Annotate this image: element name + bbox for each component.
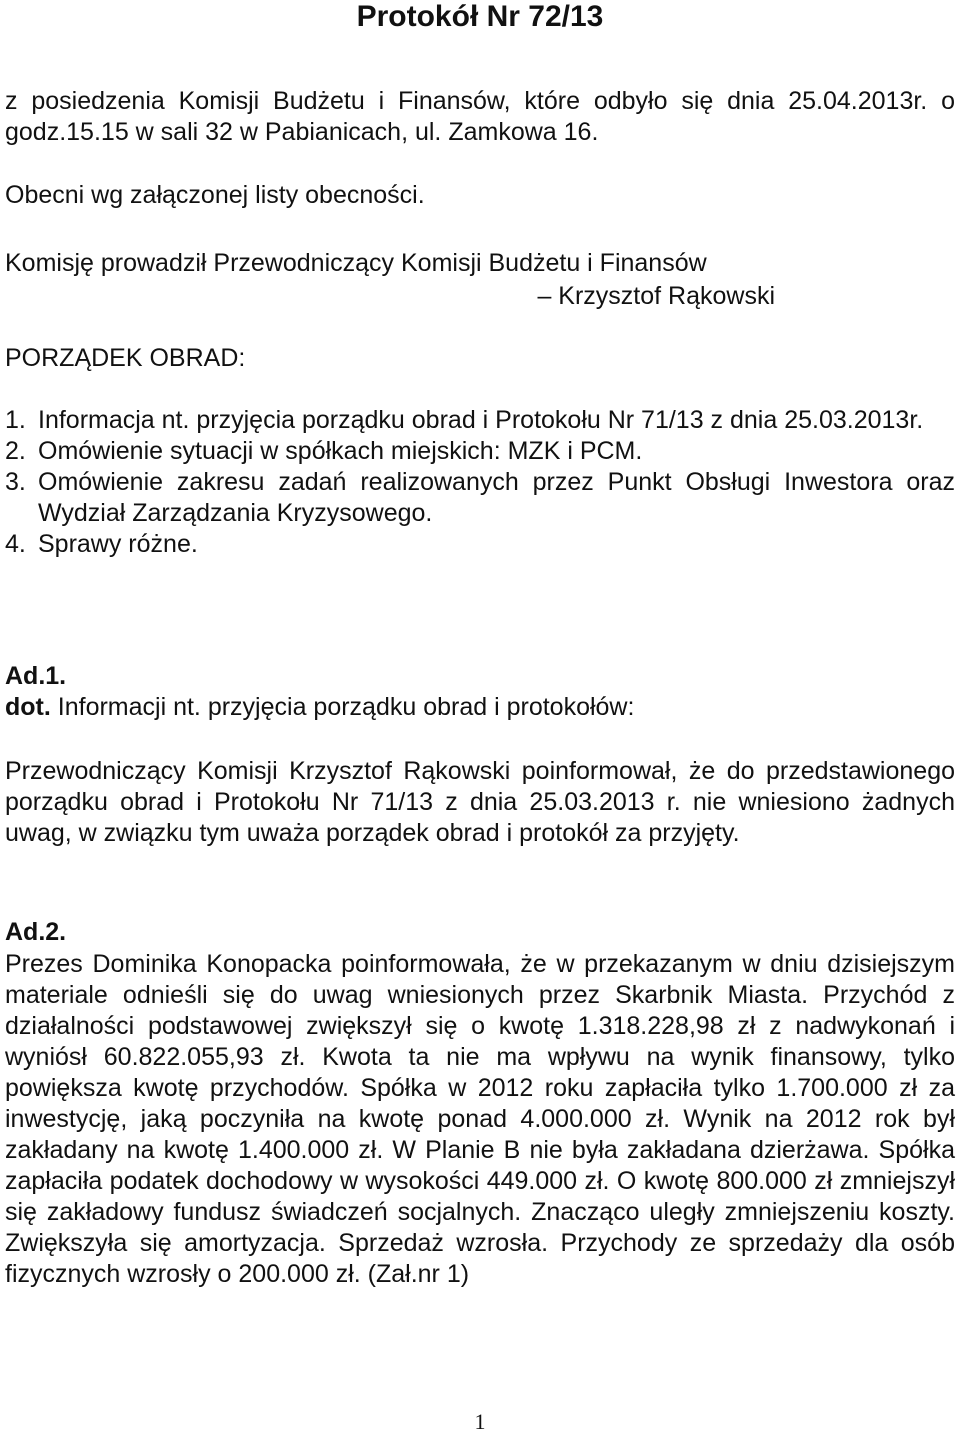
agenda-item [5, 405, 955, 436]
ad1-subheading [5, 692, 955, 723]
page-number: 1 [474, 1409, 486, 1434]
ad1-subheading-bold: dot. [5, 693, 51, 721]
agenda-item-text: Informacja nt. przyjęcia porządku obrad i Protokołu Nr 71/13 z dnia 25.03.2013r. [38, 406, 924, 434]
chair-name: – Krzysztof Rąkowski [537, 282, 775, 310]
agenda-item [5, 436, 955, 467]
agenda-item-text: Sprawy różne. [38, 530, 198, 558]
agenda-item-text: Omówienie sytuacji w spółkach miejskich: MZK i PCM. [38, 437, 643, 465]
ad1-body: Przewodniczący Komisji Krzysztof Rąkowski poinformował, że do przedstawionego porządku obrad i Protokołu Nr 71/13 z dnia 25.03.2013 r. nie wniesiono żadnych uwag, w związku tym uważa porządek obrad i protokół za przyjęty. [5, 757, 955, 847]
ad1-subheading-text: Informacji nt. przyjęcia porządku obrad i protokołów: [50, 693, 635, 721]
agenda-heading: PORZĄDEK OBRAD: [5, 344, 246, 372]
agenda-item [5, 467, 955, 529]
attendance-line: Obecni wg załączonej listy obecności. [5, 181, 425, 209]
agenda-list [5, 405, 955, 560]
document-title: Protokół Nr 72/13 [356, 0, 604, 33]
agenda-item-number: 2. [5, 437, 26, 465]
agenda-item-text: Omówienie zakresu zadań realizowanych przez Punkt Obsługi Inwestora oraz Wydział Zarządzania Kryzysowego. [38, 468, 955, 527]
ad2-body: Prezes Dominika Konopacka poinformowała, że w przekazanym w dniu dzisiejszym materiale odnieśli się do uwag wniesionych przez Skarbnik Miasta. Przychód z działalności podstawowej zwiększył się o kwotę 1.318.228,98 zł z nadwykonań i wyniósł 60.822.055,93 zł. Kwota ta nie ma wpływu na wynik finansowy, tylko powiększa kwotę przychodów. Spółka w 2012 roku zapłaciła tylko 1.700.000 zł za inwestycję, jaką poczyniła na kwotę ponad 4.000.000 zł. Wynik na 2012 rok był zakładany na kwotę 1.400.000 zł. W Planie B nie była zakładana dzierżawa. Spółka zapłaciła podatek dochodowy w wysokości 449.000 zł. O kwotę 800.000 zł zmniejszył się zakładowy fundusz świadczeń socjalnych. Znacząco uległy zmniejszeniu koszty. Zwiększyła się amortyzacja. Sprzedaż wzrosła. Przychody ze sprzedaży dla osób fizycznych wzrosły o 200.000 zł. (Zał.nr 1) [5, 950, 955, 1288]
agenda-item-number: 3. [5, 468, 26, 496]
chair-line: Komisję prowadził Przewodniczący Komisji Budżetu i Finansów [5, 249, 707, 277]
agenda-item-number: 4. [5, 530, 26, 558]
ad2-heading: Ad.2. [5, 918, 67, 946]
agenda-item-number: 1. [5, 406, 26, 434]
intro-paragraph: z posiedzenia Komisji Budżetu i Finansów, które odbyło się dnia 25.04.2013r. o godz.15.15 w sali 32 w Pabianicach, ul. Zamkowa 16. [5, 87, 955, 146]
agenda-item [5, 529, 955, 560]
ad1-heading: Ad.1. [5, 662, 67, 690]
